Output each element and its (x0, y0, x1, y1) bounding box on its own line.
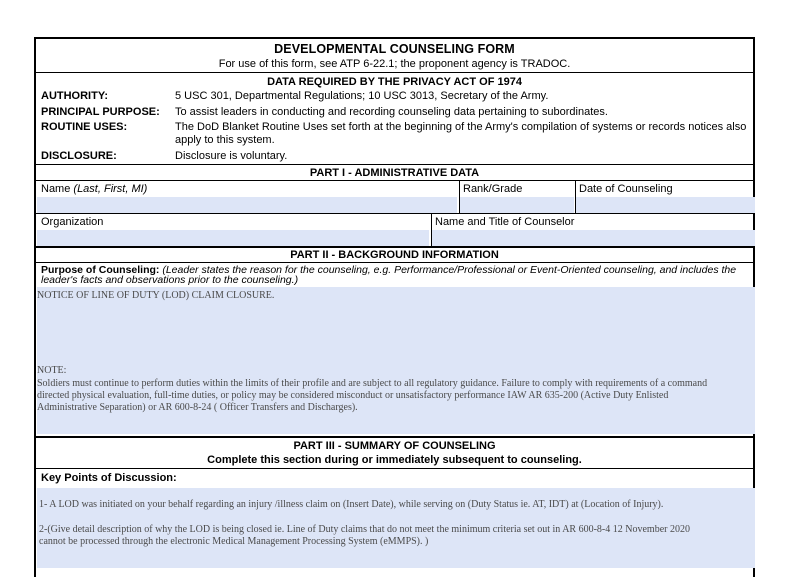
date-field[interactable] (576, 197, 755, 213)
counselor-label: Name and Title of Counselor (435, 216, 575, 228)
counselor-field[interactable] (432, 230, 755, 246)
disclosure-label: DISCLOSURE: (41, 150, 117, 162)
divider (36, 72, 753, 73)
privacy-act-heading: DATA REQUIRED BY THE PRIVACY ACT OF 1974 (267, 76, 522, 88)
authority-text: 5 USC 301, Departmental Regulations; 10 USC 3013, Secretary of the Army. (175, 90, 549, 102)
divider (36, 213, 753, 214)
purpose-of-counseling-label: Purpose of Counseling: (Leader states the reason for the counseling, e.g. Performance/Professional or Event-Oriented counseling, and includes the (41, 264, 737, 276)
note-line-1: Soldiers must continue to perform duties within the limits of their profile and are subject to all regulatory guidance. Failure to comply with requirements of a command (37, 378, 708, 389)
routine-uses-label: ROUTINE USES: (41, 121, 128, 133)
notice-text: NOTICE OF LINE OF DUTY (LOD) CLAIM CLOSURE. (37, 290, 275, 301)
note-label: NOTE: (37, 365, 67, 376)
date-label: Date of Counseling (579, 183, 673, 195)
form-subtitle: For use of this form, see ATP 6-22.1; the proponent agency is TRADOC. (218, 58, 571, 70)
part2-heading: PART II - BACKGROUND INFORMATION (290, 249, 499, 261)
name-label: Name (Last, First, MI) (41, 183, 148, 195)
part1-heading: PART I - ADMINISTRATIVE DATA (309, 167, 480, 179)
form-title: DEVELOPMENTAL COUNSELING FORM (274, 42, 515, 56)
note-line-3: Administrative Separation) or AR 600-8-24 ( Officer Transfers and Discharges). (37, 402, 358, 413)
counseling-form (34, 37, 755, 577)
organization-label: Organization (41, 216, 104, 228)
disclosure-text: Disclosure is voluntary. (175, 150, 288, 162)
key-points-label: Key Points of Discussion: (41, 472, 177, 484)
routine-uses-text-2: apply to this system. (175, 134, 275, 146)
purpose-hint: leader's facts and observations prior to the counseling.) (41, 274, 299, 286)
purpose-label: PRINCIPAL PURPOSE: (41, 106, 160, 118)
organization-field[interactable] (37, 230, 429, 246)
authority-label: AUTHORITY: (41, 90, 109, 102)
part3-heading: PART III - SUMMARY OF COUNSELING (293, 440, 496, 452)
note-line-2: directed physical evaluation, full-time duties, or policy may be considered misconduct or unsatisfactory performance IAW AR 635-200 (Active Duty Enlisted (37, 390, 669, 401)
name-field[interactable] (37, 197, 457, 213)
divider (36, 468, 753, 469)
divider (36, 164, 753, 165)
purpose-text: To assist leaders in conducting and recording counseling data pertaining to subordinates. (175, 106, 608, 118)
key-point-2-line-2: cannot be processed through the electronic Medical Management Processing System (eMMPS). ) (39, 536, 429, 547)
divider (36, 436, 753, 438)
divider (36, 246, 753, 248)
divider (36, 180, 753, 181)
divider (36, 262, 753, 263)
part3-subheading: Complete this section during or immediately subsequent to counseling. (207, 454, 582, 466)
key-point-1: 1- A LOD was initiated on your behalf regarding an injury /illness claim on (Insert Date), while serving on (Duty Status ie. AT, IDT) at (Location of Injury). (39, 499, 664, 510)
routine-uses-text-1: The DoD Blanket Routine Uses set forth at the beginning of the Army's compilation of systems or records notices also (175, 121, 747, 133)
rank-field[interactable] (460, 197, 574, 213)
rank-label: Rank/Grade (463, 183, 523, 195)
key-point-2-line-1: 2-(Give detail description of why the LOD is being closed ie. Line of Duty claims that do not meet the minimum criteria set out in AR 600-8-4 12 November 2020 (39, 524, 690, 535)
